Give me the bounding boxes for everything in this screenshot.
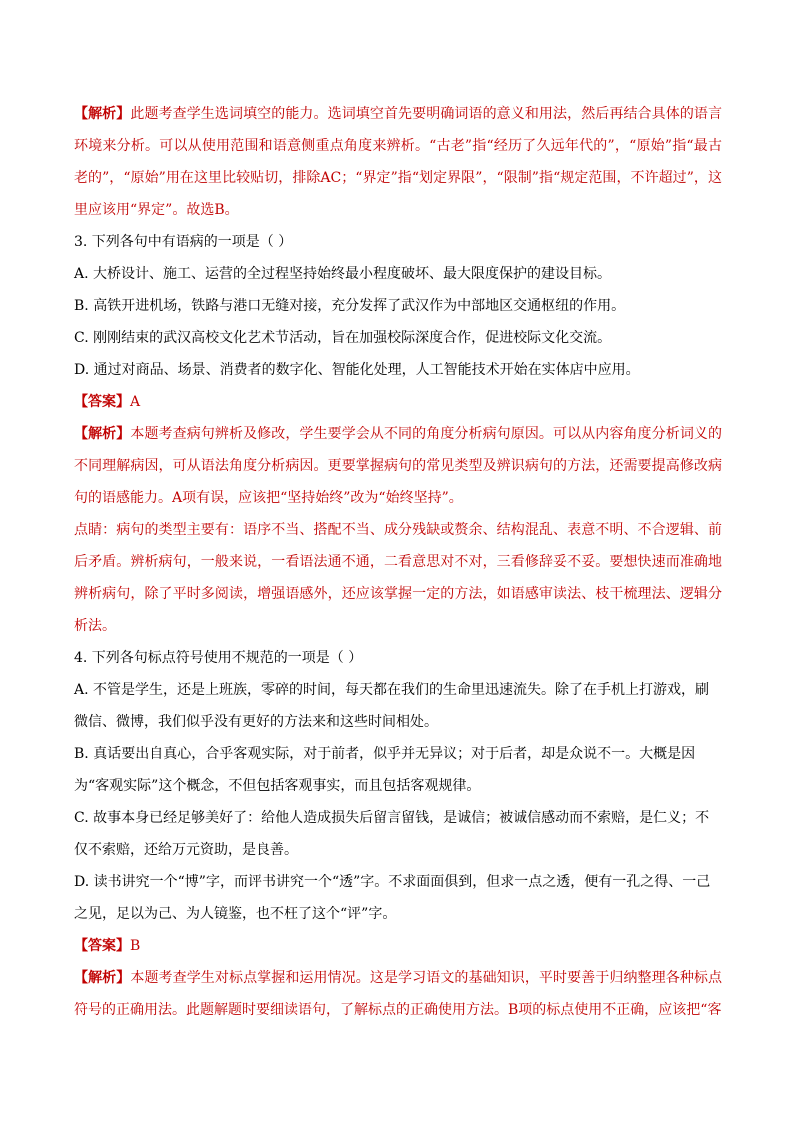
question-4-option-c: C. 故事本身已经足够美好了：给他人造成损失后留言留钱，是诚信；被诚信感动而不索赔，是仁义；不仅不索赔，还给万元资助，是良善。: [74, 810, 710, 858]
question-3-stem: 3. 下列各句中有语病的一项是（ ）: [74, 234, 293, 250]
question-4-option-a: A. 不管是学生，还是上班族，零碎的时间，每天都在我们的生命里迅速流失。除了在手机上打游戏，刷微信、微博，我们似乎没有更好的方法来和这些时间相处。: [74, 682, 710, 730]
question-3-option-c: C. 刚刚结束的武汉高校文化艺术节活动，旨在加强校际深度合作，促进校际文化交流。: [74, 330, 612, 346]
question-4-analysis: [74, 962, 722, 1026]
question-3-option-a: A. 大桥设计、施工、运营的全过程坚持始终最小程度破坏、最大限度保护的建设目标。: [74, 266, 612, 282]
answer-tag: 【答案】: [74, 938, 130, 954]
analysis-text: 本题考查学生对标点掌握和运用情况。这是学习语文的基础知识，平时要善于归纳整理各种标点符号的正确用法。此题解题时要细读语句，了解标点的正确使用方法。B项的标点使用不正确，应该把“客: [74, 970, 723, 1018]
question-4-option-d: D. 读书讲究一个“博”字，而评书讲究一个“透”字。不求面面俱到，但求一点之透，便有一孔之得、一己之见，足以为己、为人镜鉴，也不枉了这个“评”字。: [74, 874, 711, 922]
question-3-analysis: [74, 418, 722, 514]
question-4-stem: 4. 下列各句标点符号使用不规范的一项是（ ）: [74, 650, 363, 666]
question-3-answer: [74, 386, 722, 418]
analysis-tag: 【解析】: [74, 106, 131, 122]
analysis-text: 此题考查学生选词填空的能力。选词填空首先要明确词语的意义和用法，然后再结合具体的语言环境来分析。可以从使用范围和语意侧重点角度来辨析。“古老”指“经历了久远年代的”，“原始”指“最古老的”，“原始”用在这里比较贴切，排除AC；“界定”指“划定界限”，“限制”指“规定范围，不许超过”，这里应该用“界定”。故选B。: [74, 106, 723, 218]
question-3-point: 点睛：病句的类型主要有：语序不当、搭配不当、成分残缺或赘余、结构混乱、表意不明、不合逻辑、前后矛盾。辨析病句，一般来说，一看语法通不通，二看意思对不对，三看修辞妥不妥。要想快速而准确地辨析病句，除了平时多阅读，增强语感外，还应该掌握一定的方法，如语感审读法、枝干梳理法、逻辑分析法。: [74, 522, 722, 634]
question-4-option-b: B. 真话要出自真心，合乎客观实际，对于前者，似乎并无异议；对于后者，却是众说不一。大概是因为“客观实际”这个概念，不但包括客观事实，而且包括客观规律。: [74, 746, 696, 794]
analysis-tag: 【解析】: [74, 970, 131, 986]
block1-analysis: [74, 98, 722, 226]
question-3-option-b: B. 高铁开进机场，铁路与港口无缝对接，充分发挥了武汉作为中部地区交通枢纽的作用。: [74, 298, 626, 314]
question-4-answer: [74, 930, 722, 962]
analysis-text: 本题考查病句辨析及修改，学生要学会从不同的角度分析病句原因。可以从内容角度分析词义的不同理解病因，可从语法角度分析病因。更要掌握病句的常见类型及辨识病句的方法，还需要提高修改病句的语感能力。A项有误，应该把“坚持始终”改为“始终坚持”。: [74, 426, 723, 506]
question-3-option-d: D. 通过对商品、场景、消费者的数字化、智能化处理，人工智能技术开始在实体店中应用。: [74, 362, 640, 378]
document-page: [74, 98, 722, 1026]
analysis-tag: 【解析】: [74, 426, 131, 442]
answer-tag: 【答案】: [74, 394, 130, 410]
answer-value: B: [130, 938, 141, 954]
answer-value: A: [130, 394, 141, 410]
